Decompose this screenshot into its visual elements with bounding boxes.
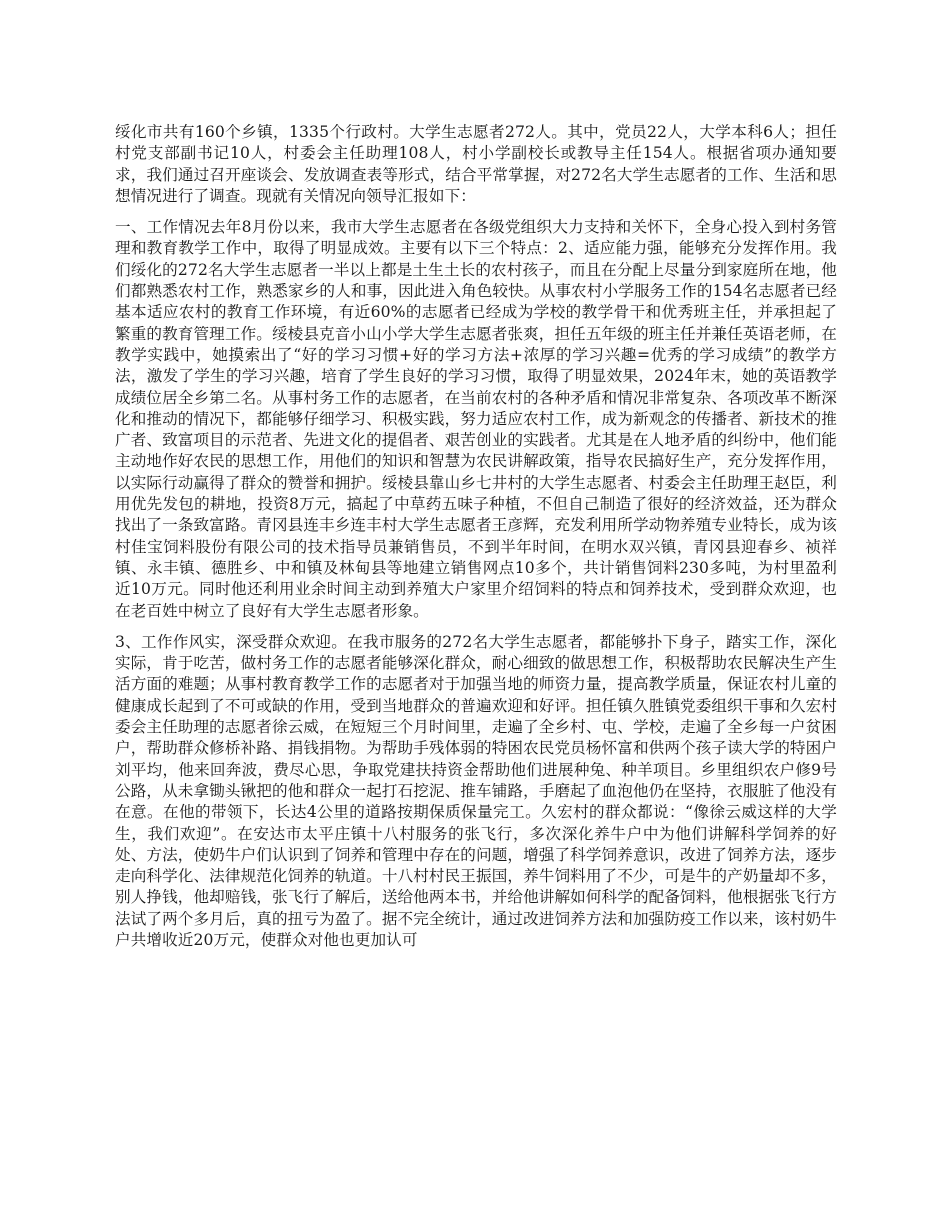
paragraph-intro: 绥化市共有160个乡镇，1335个行政村。大学生志愿者272人。其中，党员22人，大学本科6人；担任村党支部副书记10人，村委会主任助理108人，村小学副校长或教导主任154人。根据省项办通知要求，我们通过召开座谈会、发放调查表等形式，结合平常掌握，对272名大学生志愿者的工作、生活和思想情况进行了调查。现就有关情况向领导汇报如下： bbox=[115, 123, 837, 205]
document-body bbox=[115, 122, 837, 961]
paragraph-work-style: 3、工作作风实，深受群众欢迎。在我市服务的272名大学生志愿者，都能够扑下身子，踏实工作，深化实际，肯于吃苦，做村务工作的志愿者能够深化群众，耐心细致的做思想工作，积极帮助农民解决生产生活方面的难题；从事村教育教学工作的志愿者对于加强当地的师资力量，提高教学质量，保证农村儿童的健康成长起到了不可或缺的作用，受到当地群众的普遍欢迎和好评。担任镇久胜镇党委组织干事和久宏村委会主任助理的志愿者徐云威，在短短三个月时间里，走遍了全乡村、屯、学校，走遍了全乡每一户贫困户，帮助群众修桥补路、捐钱捐物。为帮助手残体弱的特困农民党员杨怀富和供两个孩子读大学的特困户刘平均，他来回奔波，费尽心思，争取党建扶持资金帮助他们进展种兔、种羊项目。乡里组织农户修9号公路，从未拿锄头锹把的他和群众一起打石挖泥、推车铺路，手磨起了血泡他仍在坚持，衣服脏了他没有在意。在他的带领下，长达4公里的道路按期保质保量完工。久宏村的群众都说：“像徐云威这样的大学生，我们欢迎”。在安达市太平庄镇十八村服务的张飞行，多次深化养牛户中为他们讲解科学饲养的好处、方法，使奶牛户们认识到了饲养和管理中存在的问题，增强了科学饲养意识，改进了饲养方法，逐步走向科学化、法律规范化饲养的轨道。十八村村民王振国，养牛饲料用了不少，可是牛的产奶量却不多，别人挣钱，他却赔钱，张飞行了解后，送给他两本书，并给他讲解如何科学的配备饲料，他根据张飞行方法试了两个多月后，真的扭亏为盈了。据不完全统计，通过改进饲养方法和加强防疫工作以来，该村奶牛户共增收近20万元，使群众对他也更加认可 bbox=[115, 632, 837, 949]
paragraph-work-situation: 一、工作情况去年8月份以来，我市大学生志愿者在各级党组织大力支持和关怀下，全身心投入到村务管理和教育教学工作中，取得了明显成效。主要有以下三个特点：2、适应能力强，能够充分发挥作用。我们绥化的272名大学生志愿者一半以上都是土生土长的农村孩子，而且在分配上尽量分到家庭所在地，他们都熟悉农村工作，熟悉家乡的人和事，因此进入角色较快。从事农村小学服务工作的154名志愿者已经基本适应农村的教育工作环境，有近60%的志愿者已经成为学校的教学骨干和优秀班主任，并承担起了繁重的教育管理工作。绥棱县克音小山小学大学生志愿者张爽，担任五年级的班主任并兼任英语老师，在教学实践中，她摸索出了“好的学习习惯+好的学习方法+浓厚的学习兴趣=优秀的学习成绩”的教学方法，激发了学生的学习兴趣，培育了学生良好的学习习惯，取得了明显效果，2024年末，她的英语教学成绩位居全乡第二名。从事村务工作的志愿者，在当前农村的各种矛盾和情况非常复杂、各项改革不断深化和推动的情况下，都能够仔细学习、积极实践，努力适应农村工作，成为新观念的传播者、新技术的推广者、致富项目的示范者、先进文化的提倡者、艰苦创业的实践者。尤其是在人地矛盾的纠纷中，他们能主动地作好农民的思想工作，用他们的知识和智慧为农民讲解政策，指导农民搞好生产，充分发挥作用，以实际行动赢得了群众的赞誉和拥护。绥棱县靠山乡七井村的大学生志愿者、村委会主任助理王赵臣，利用优先发包的耕地，投资8万元，搞起了中草药五味子种植，不但自己制造了很好的经济效益，还为群众找出了一条致富路。青冈县连丰乡连丰村大学生志愿者王彦辉，充发利用所学动物养殖专业特长，成为该村佳宝饲料股份有限公司的技术指导员兼销售员，不到半年时间，在明水双兴镇，青冈县迎春乡、祯祥镇、永丰镇、德胜乡、中和镇及林甸县等地建立销售网点10多个，共计销售饲料230多吨，为村里盈利近10万元。同时他还利用业余时间主动到养殖大户家里介绍饲料的特点和饲养技术，受到群众欢迎，也在老百姓中树立了良好有大学生志愿者形象。 bbox=[115, 218, 837, 620]
